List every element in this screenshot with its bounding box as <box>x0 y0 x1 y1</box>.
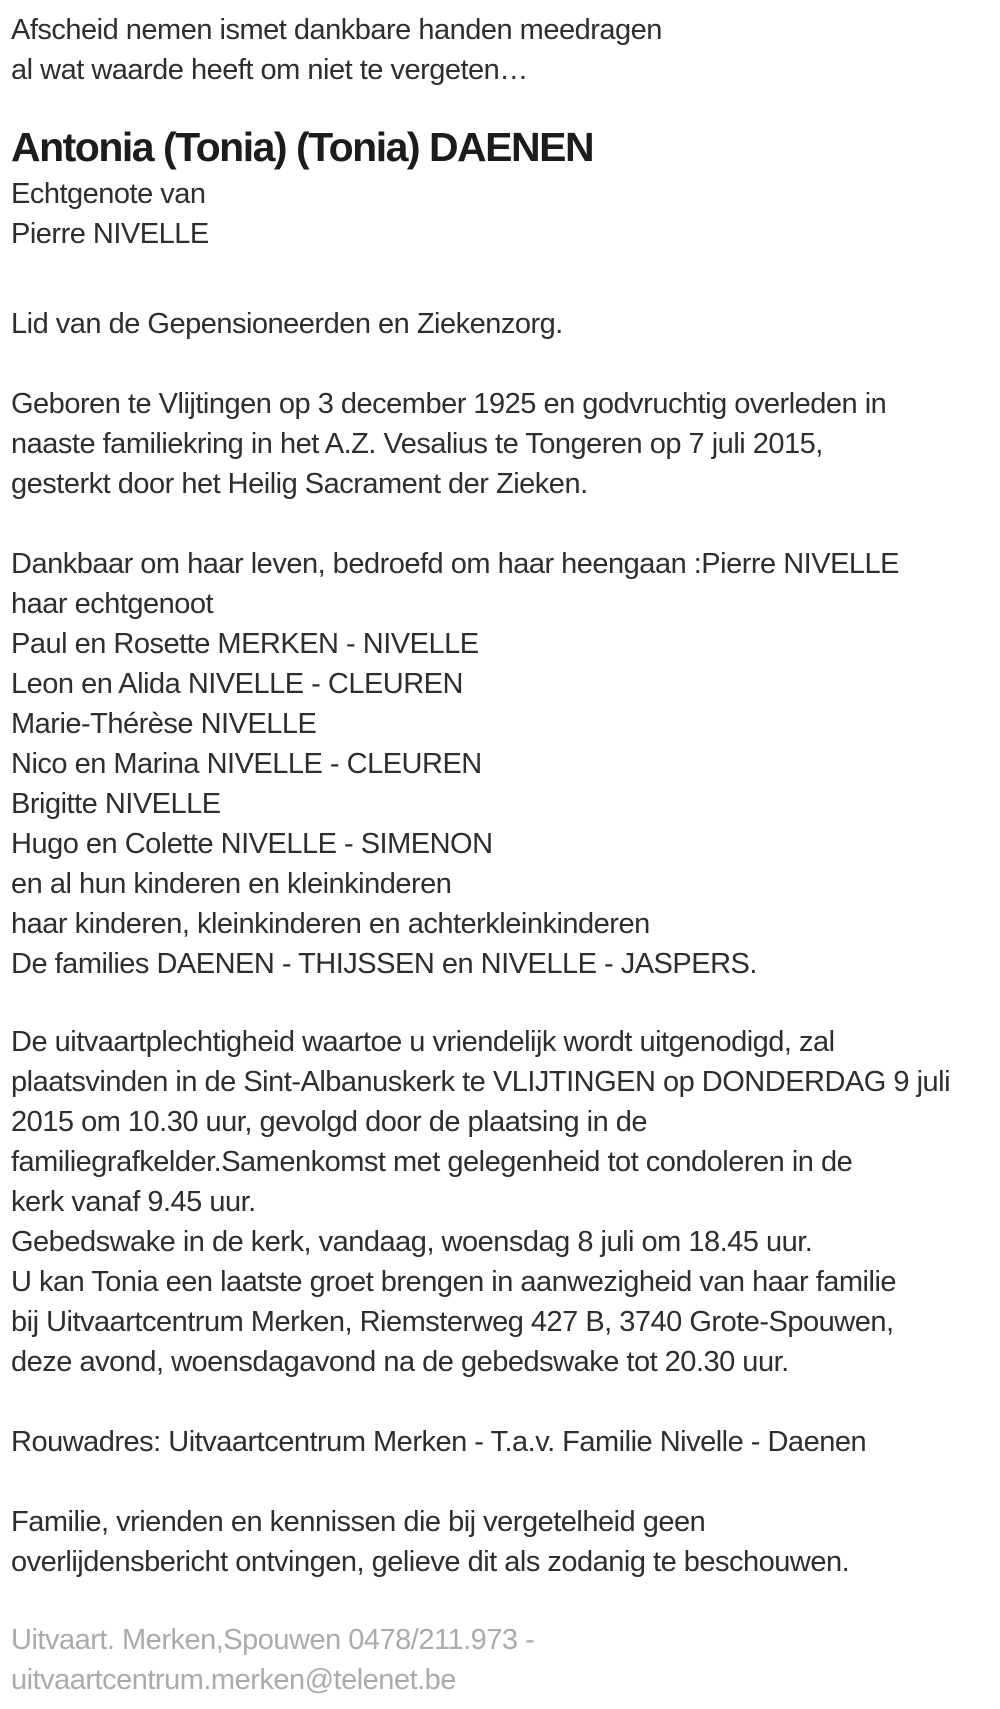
mourner-line: Leon en Alida NIVELLE - CLEUREN <box>11 668 463 700</box>
life-dates-line: naaste familiekring in het A.Z. Vesalius te Tongeren op 7 juli 2015, <box>11 428 823 460</box>
life-dates <box>11 384 990 504</box>
spouse-line: Echtgenote van <box>11 178 206 210</box>
ceremony-details <box>11 1022 990 1382</box>
ceremony-line: Gebedswake in de kerk, vandaag, woensdag 8 juli om 18.45 uur. <box>11 1226 813 1258</box>
condolence-address <box>11 1422 990 1462</box>
epigraph <box>11 10 990 90</box>
mourner-line: Brigitte NIVELLE <box>11 788 221 820</box>
forgotten-notice <box>11 1502 990 1582</box>
deceased-name: Antonia (Tonia) (Tonia) DAENEN <box>11 124 594 170</box>
spouse-line: Pierre NIVELLE <box>11 218 209 250</box>
ceremony-line: kerk vanaf 9.45 uur. <box>11 1186 256 1218</box>
mourner-line: Dankbaar om haar leven, bedroefd om haar heengaan :Pierre NIVELLE <box>11 548 900 580</box>
funeral-contact-line: Uitvaart. Merken,Spouwen 0478/211.973 - <box>11 1624 535 1656</box>
membership <box>11 304 990 344</box>
mourner-line: Nico en Marina NIVELLE - CLEUREN <box>11 748 482 780</box>
mourner-line: Paul en Rosette MERKEN - NIVELLE <box>11 628 479 660</box>
notice-line: overlijdensbericht ontvingen, gelieve dit als zodanig te beschouwen. <box>11 1546 850 1578</box>
ceremony-line: bij Uitvaartcentrum Merken, Riemsterweg 427 B, 3740 Grote-Spouwen, <box>11 1306 894 1338</box>
ceremony-line: 2015 om 10.30 uur, gevolgd door de plaatsing in de <box>11 1106 648 1138</box>
mourner-line: haar kinderen, kleinkinderen en achterkleinkinderen <box>11 908 650 940</box>
mourner-line: Marie-Thérèse NIVELLE <box>11 708 317 740</box>
ceremony-line: familiegrafkelder.Samenkomst met gelegenheid tot condoleren in de <box>11 1146 853 1178</box>
mourners-list <box>11 544 990 984</box>
mourner-line: Hugo en Colette NIVELLE - SIMENON <box>11 828 493 860</box>
ceremony-line: De uitvaartplechtigheid waartoe u vriendelijk wordt uitgenodigd, zal <box>11 1026 835 1058</box>
mourner-line: en al hun kinderen en kleinkinderen <box>11 868 452 900</box>
spouse-of <box>11 174 990 254</box>
ceremony-line: U kan Tonia een laatste groet brengen in aanwezigheid van haar familie <box>11 1266 897 1298</box>
condolence-address-line: Rouwadres: Uitvaartcentrum Merken - T.a.v. Familie Nivelle - Daenen <box>11 1426 867 1458</box>
funeral-contact-line: uitvaartcentrum.merken@telenet.be <box>11 1664 456 1696</box>
epigraph-line: Afscheid nemen ismet dankbare handen meedragen <box>11 14 662 46</box>
life-dates-line: gesterkt door het Heilig Sacrament der Zieken. <box>11 468 588 500</box>
life-dates-line: Geboren te Vlijtingen op 3 december 1925 en godvruchtig overleden in <box>11 388 887 420</box>
funeral-home-contact <box>11 1620 990 1700</box>
epigraph-line: al wat waarde heeft om niet te vergeten… <box>11 54 528 86</box>
membership-line: Lid van de Gepensioneerden en Ziekenzorg. <box>11 308 563 340</box>
mourner-line: haar echtgenoot <box>11 588 214 620</box>
notice-line: Familie, vrienden en kennissen die bij vergetelheid geen <box>11 1506 706 1538</box>
ceremony-line: deze avond, woensdagavond na de gebedswake tot 20.30 uur. <box>11 1346 789 1378</box>
ceremony-line: plaatsvinden in de Sint-Albanuskerk te VLIJTINGEN op DONDERDAG 9 juli <box>11 1066 951 1098</box>
mourner-line: De families DAENEN - THIJSSEN en NIVELLE - JASPERS. <box>11 948 757 980</box>
